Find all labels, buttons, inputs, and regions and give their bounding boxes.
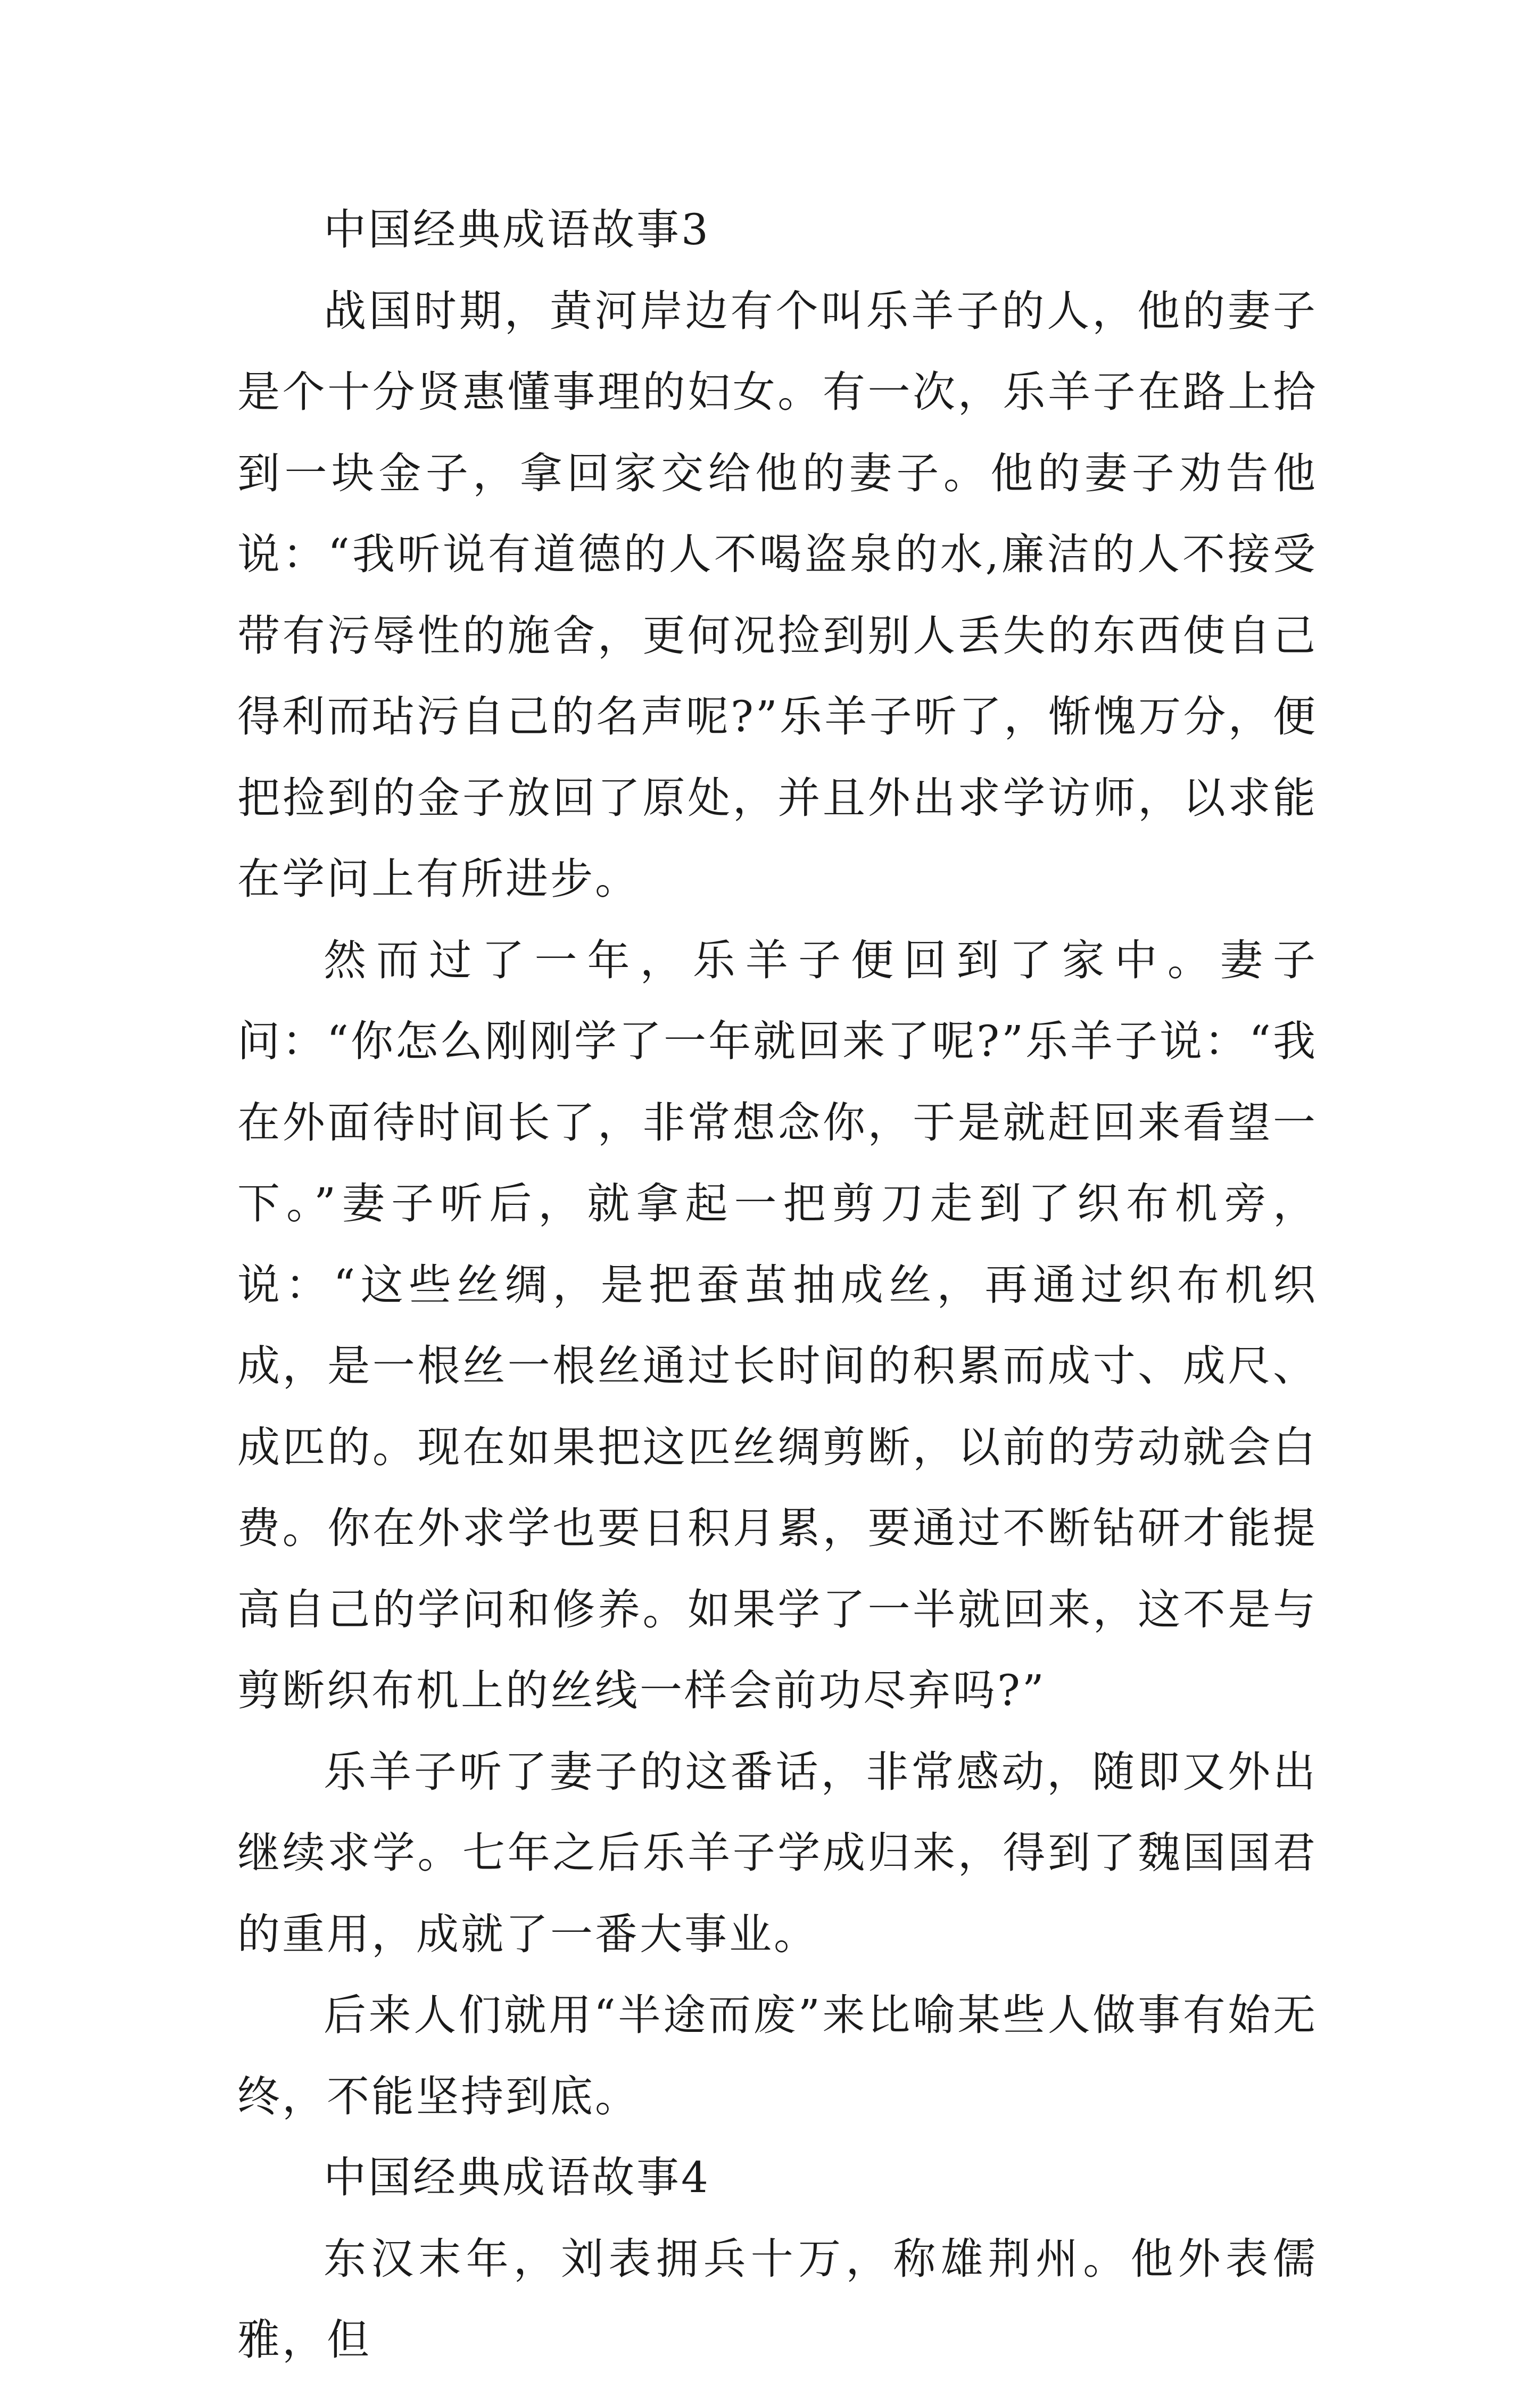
- section-heading-story-4: 中国经典成语故事4: [324, 2153, 710, 2202]
- paragraph: 然而过了一年，乐羊子便回到了家中。妻子问：“你怎么刚刚学了一年就回来了呢?”乐羊子说：“我在外面待时间长了，非常想念你，于是就赶回来看望一下。”妻子听后，就拿起一把剪刀走到了织布机旁，说：“这些丝绸，是把蚕茧抽成丝，再通过织布机织成，是一根丝一根丝通过长时间的积累而成寸、成尺、成匹的。现在如果把这匹丝绸剪断，以前的劳动就会白费。你在外求学也要日积月累，要通过不断钻研才能提高自己的学问和修养。如果学了一半就回来，这不是与剪断织布机上的丝线一样会前功尽弃吗?”: [237, 935, 1318, 1715]
- paragraph: 战国时期，黄河岸边有个叫乐羊子的人，他的妻子是个十分贤惠懂事理的妇女。有一次，乐羊子在路上拾到一块金子，拿回家交给他的妻子。他的妻子劝告他说：“我听说有道德的人不喝盗泉的水,廉洁的人不接受带有污辱性的施舍，更何况捡到别人丢失的东西使自己得利而玷污自己的名声呢?”乐羊子听了，惭愧万分，便把捡到的金子放回了原处，并且外出求学访师，以求能在学问上有所进步。: [237, 286, 1318, 904]
- document-body: [237, 189, 1318, 2381]
- paragraph: 乐羊子听了妻子的这番话，非常感动，随即又外出继续求学。七年之后乐羊子学成归来，得到了魏国国君的重用，成就了一番大事业。: [237, 1747, 1318, 1959]
- section-heading-story-3: 中国经典成语故事3: [324, 205, 710, 254]
- paragraph: 东汉末年，刘表拥兵十万，称雄荆州。他外表儒雅，但: [237, 2234, 1318, 2365]
- paragraph: 后来人们就用“半途而废”来比喻某些人做事有始无终，不能坚持到底。: [237, 1990, 1318, 2121]
